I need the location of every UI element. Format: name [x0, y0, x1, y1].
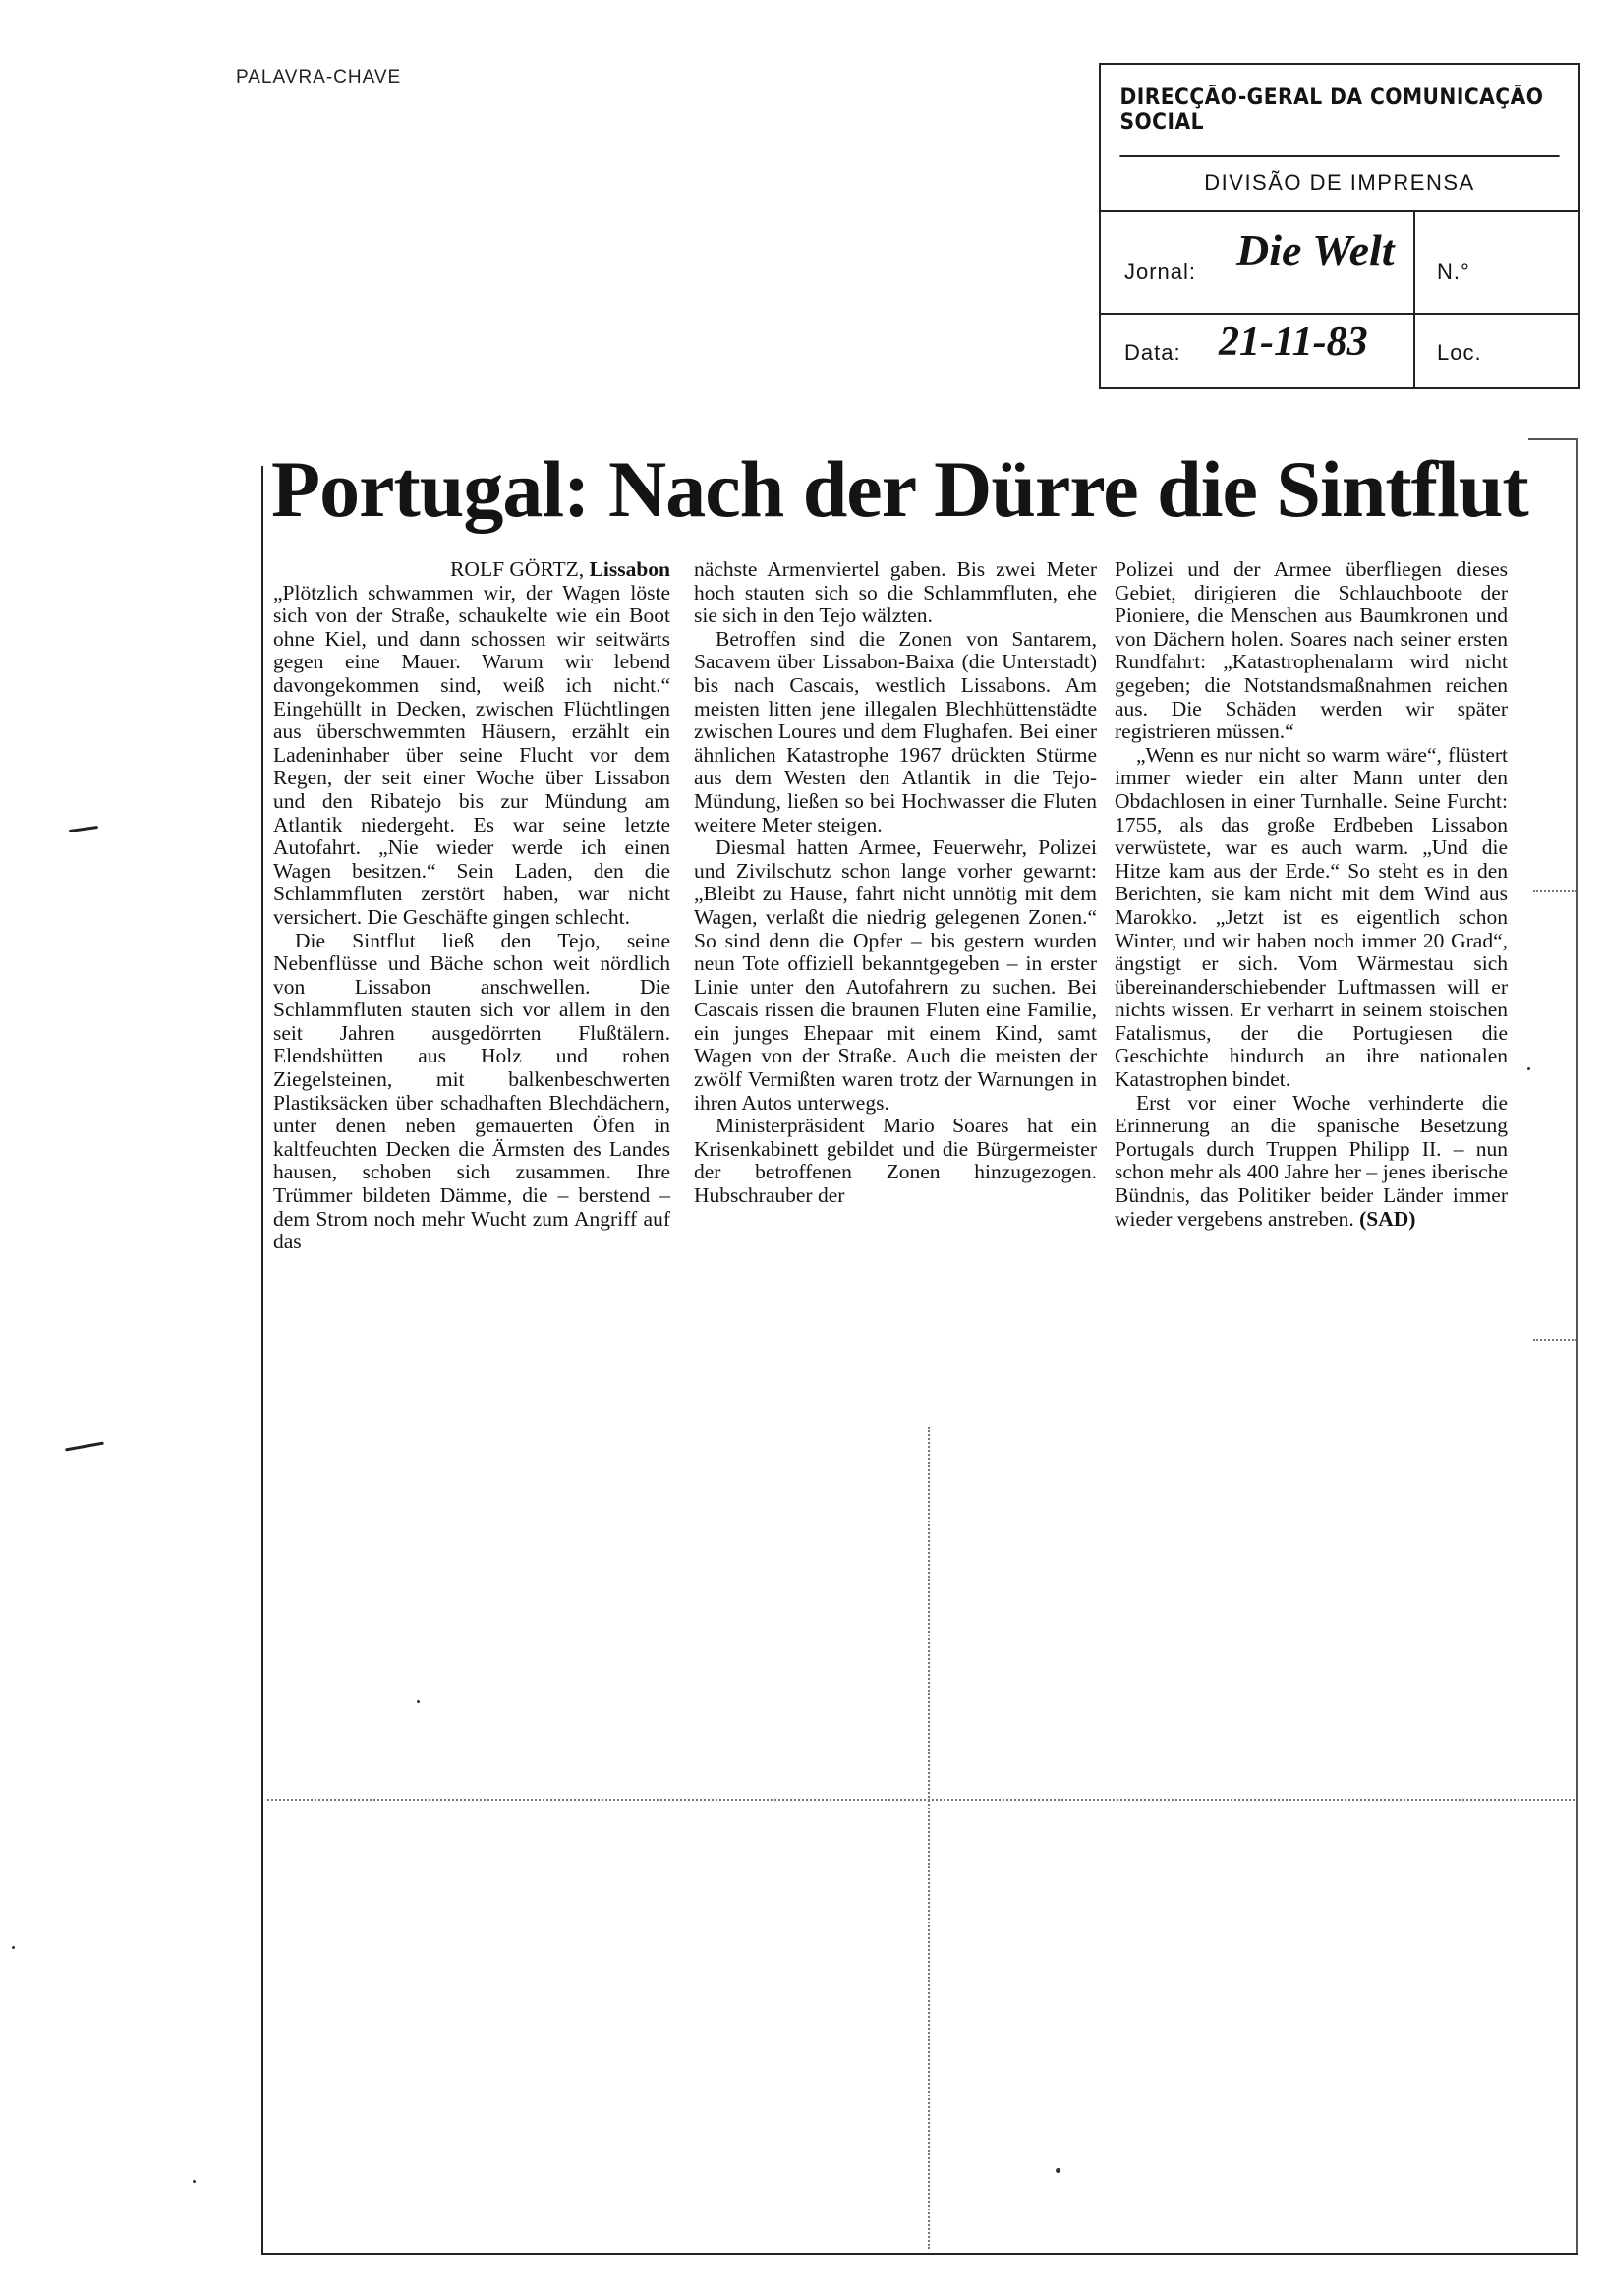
paragraph-text: Erst vor einer Woche verhinderte die Erinnerung an die spanische Besetzung Portugals durch Truppen Philipp II. – nun schon mehr als 400 Jahre her – jenes iberische Bündnis, das Politiker beider Länder immer wieder vergebens anstreben. [1115, 1090, 1508, 1231]
paragraph: „Plötzlich schwammen wir, der Wagen löste sich von der Straße, schaukelte wie ein Boot ohne Kiel, und dann schossen wir seitwärts gegen eine Mauer. Warum wir lebend davongekommen sind, weiß ich nicht.“ Eingehüllt in Decken, zwischen Flüchtlingen aus überschwemmten Häusern, erzählt ein Ladeninhaber über seine Flucht vor dem Regen, der seit einer Woche über Lissabon und den Ribatejo bis zur Mündung am Atlantik niedergeht. Es war seine letzte Autofahrt. „Nie wieder werde ich einen Wagen besitzen.“ Sein Laden, den die Schlammfluten zerstört haben, war nicht versichert. Die Geschäfte gingen schlecht. [273, 580, 670, 929]
loc-label: Loc. [1437, 340, 1482, 365]
article-column-3 [1115, 558, 1508, 1231]
dotted-guide-tick [1533, 1339, 1576, 1341]
speck [12, 1946, 15, 1949]
speck [417, 1700, 420, 1703]
dotted-guide-tick [1533, 890, 1576, 892]
article-column-1 [273, 558, 670, 1254]
press-office-stamp [1099, 63, 1580, 389]
stamp-division: DIVISÃO DE IMPRENSA [1101, 155, 1578, 212]
stamp-jornal-row [1101, 210, 1578, 315]
paragraph: Diesmal hatten Armee, Feuerwehr, Polizei und Zivilschutz schon lange vorher gewarnt: „Bleibt zu Hause, fahrt nicht unnötig mit dem Wagen, verlaßt die niedrig gelegenen Zonen.“ So sind denn die Opfer – bis gestern wurden neun Tote offiziell bekanntgegeben – in erster Linie unter den Autofahrern zu suchen. Bei Cascais rissen die braunen Fluten eine Familie, ein junges Ehepaar mit einem Kind, samt Wagen von der Straße. Auch die meisten der zwölf Vermißten waren trotz der Warnungen in ihren Autos unterwegs. [694, 835, 1097, 1115]
byline-place: Lissabon [589, 557, 670, 581]
jornal-handwritten: Die Welt [1236, 225, 1395, 275]
frame-line-left [261, 466, 263, 2255]
jornal-label: Jornal: [1124, 259, 1197, 284]
frame-line-right [1576, 438, 1578, 2255]
data-label: Data: [1124, 340, 1181, 365]
stamp-data-row [1101, 313, 1578, 389]
keyword-label: PALAVRA-CHAVE [236, 67, 402, 87]
frame-line-bottom [261, 2253, 1578, 2255]
data-handwritten: 21-11-83 [1219, 319, 1368, 365]
number-label: N.° [1437, 259, 1470, 284]
speck [1527, 1067, 1530, 1070]
margin-mark [69, 826, 98, 832]
paragraph: Betroffen sind die Zonen von Santarem, Sacavem über Lissabon-Baixa (die Unterstadt) bis nach Cascais, westlich Lissabons. Am meisten litten jene illegalen Blechhüttenstädte zwischen Loures und dem Flughafen. Bei einer ähnlichen Katastrophe 1967 drückten Stürme aus dem Westen den Atlantik in die Tejo-Mündung, ließen so bei Hochwasser die Fluten weitere Meter steigen. [694, 626, 1097, 836]
paragraph: Ministerpräsident Mario Soares hat ein Krisenkabinett gebildet und die Bürgermeister der betroffenen Zonen hinzugezogen. Hubschrauber der [694, 1114, 1097, 1208]
paragraph: Polizei und der Armee überfliegen dieses Gebiet, dirigieren die Schlauchboote der Pioniere, die Menschen aus Baumkronen und von Dächern holen. Soares nach seiner ersten Rundfahrt: „Katastrophenalarm wird nicht gegeben; die Notstandsmaßnahmen reichen aus. Die Schäden werden wir später registrieren müssen.“ [1115, 557, 1508, 744]
speck [193, 2180, 196, 2183]
paragraph: nächste Armenviertel gaben. Bis zwei Meter hoch stauten sich so die Schlammfluten, ehe sie sich in den Tejo wälzten. [694, 557, 1097, 628]
stamp-divider [1413, 210, 1415, 313]
speck [1056, 2168, 1060, 2173]
stamp-divider [1413, 313, 1415, 389]
frame-line-top [1528, 438, 1577, 440]
paragraph [1115, 1092, 1508, 1232]
dotted-guide-vertical [928, 1427, 930, 2249]
paragraph: „Wenn es nur nicht so warm wäre“, flüstert immer wieder ein alter Mann unter den Obdachlosen in einer Turnhalle. Seine Furcht: 1755, als das große Erdbeben Lissabon verwüstete, war es auch warm. „Und die Hitze kam aus der Erde.“ So steht es in den Berichten, sie kam nicht mit dem Wind aus Marokko. „Jetzt ist es eigentlich schon Winter, und wir haben noch immer 20 Grad“, ängstigt er sich. Vom Wärmestau sich übereinanderschiebender Luftmassen will er nichts wissen. Er verharrt in seinem stoischen Fatalismus, der die Portugiesen die Geschichte hindurch an ihre nationalen Katastrophen bindet. [1115, 742, 1508, 1092]
dotted-guide-horizontal [267, 1799, 1575, 1801]
byline-author: ROLF GÖRTZ, [450, 557, 585, 581]
byline [273, 558, 670, 582]
margin-mark [65, 1442, 104, 1452]
paragraph: Die Sintflut ließ den Tejo, seine Nebenflüsse und Bäche schon weit nördlich von Lissabon anschwellen. Die Schlammfluten stauten sich vor allem in den seit Jahren ausgedörrten Flußtälern. Elendshütten aus Holz und rohen Ziegelsteinen, mit balkenbeschwerten Plastiksäcken über schadhaften Blechdächern, unter denen neben gemauerten Öfen in kaltfeuchten Decken die Ärmsten des Landes hausen, schoben sich zusammen. Ihre Trümmer bildeten Dämme, die – berstend – dem Strom noch mehr Wucht zum Angriff auf das [273, 928, 670, 1254]
article-column-2 [694, 558, 1097, 1208]
stamp-header: DIRECÇÃO-GERAL DA COMUNICAÇÃO SOCIAL [1119, 65, 1559, 157]
article-headline: Portugal: Nach der Dürre die Sintflut [271, 444, 1528, 534]
signature: (SAD) [1359, 1206, 1416, 1231]
